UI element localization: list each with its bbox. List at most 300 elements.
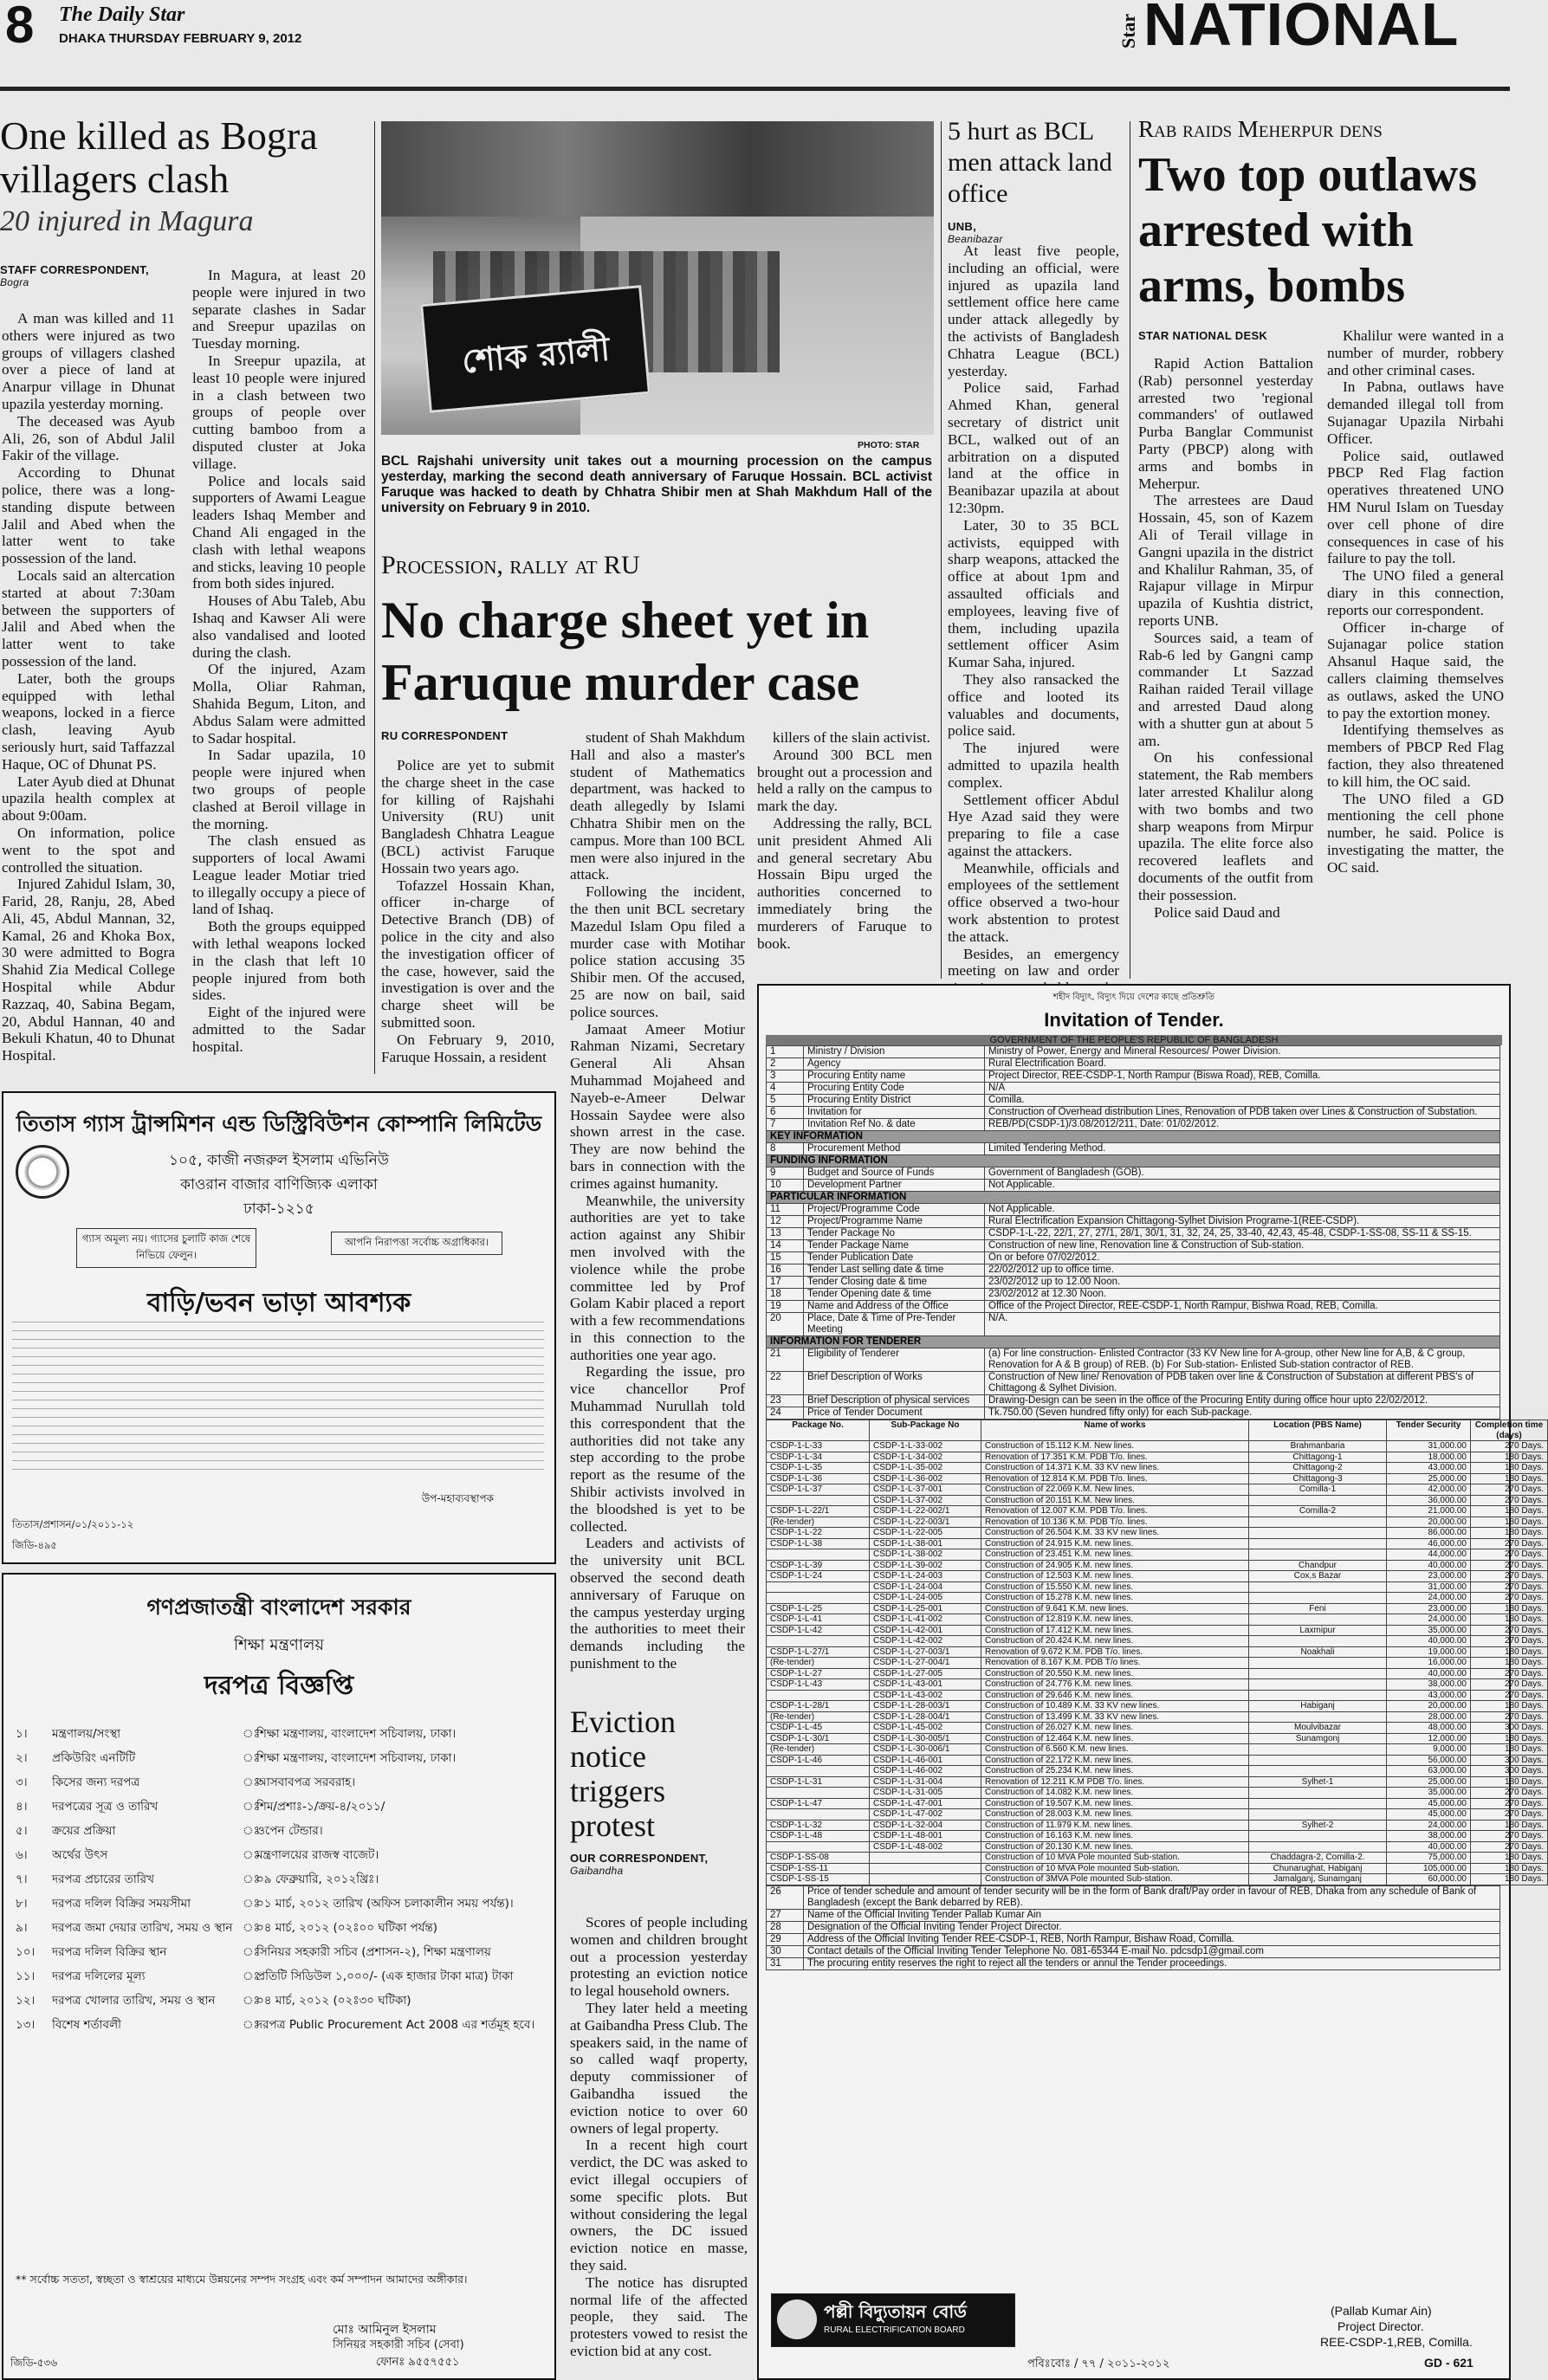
reb-package-cell: 12,000.00 — [1387, 1733, 1471, 1744]
paragraph: On information, police went to the spot and controlled the situation. — [2, 824, 175, 876]
rab-headline: Two top outlaws arrested with arms, bombs — [1138, 148, 1478, 313]
col-rule — [941, 121, 942, 979]
reb-table-row — [767, 1277, 1500, 1289]
reb-package-cell: 19,000.00 — [1387, 1646, 1471, 1658]
reb-package-cell: Sylhet-1 — [1249, 1776, 1387, 1788]
reb-package-header-cell: Location (PBS Name) — [1249, 1420, 1387, 1441]
reb-table-cell: 23 — [767, 1395, 804, 1407]
reb-table-cell: N/A — [985, 1083, 1500, 1095]
reb-table-cell: Agency — [804, 1058, 985, 1070]
reb-package-cell: Chaddagra-2, Comilla-2. — [1249, 1853, 1387, 1864]
reb-top-line: শহীদ বিদ্যুৎ, বিদ্যুৎ দিয়ে দেশের কাছে প্রতিশ্রুতি — [1053, 993, 1215, 1002]
reb-table-cell: 3 — [767, 1070, 804, 1083]
reb-section-header — [767, 1336, 1500, 1348]
reb-package-cell: 16,000.00 — [1387, 1658, 1471, 1669]
paragraph: Besides, an emergency meeting on law and order — [948, 945, 1119, 980]
reb-table-cell: Not Applicable. — [985, 1180, 1500, 1192]
reb-table-row — [767, 1885, 1500, 1909]
reb-package-row — [767, 1820, 1548, 1831]
reb-table-cell: 29 — [767, 1933, 804, 1945]
gov-row-value: মন্ত্রণালয়ের রাজস্ব বাজেট। — [256, 1848, 379, 1862]
reb-package-cell: Construction of 20.130 K.M. new lines. — [981, 1841, 1249, 1853]
reb-table-cell: 13 — [767, 1228, 804, 1240]
reb-package-cell: (Re-tender) — [767, 1658, 870, 1669]
paragraph: Police are yet to submit the charge sheet in the case for killing of Rajshahi University (RU) unit Bangladesh Chhatra League (BCL) activist Faruque Hossain two years ago. — [381, 757, 554, 876]
reb-table-cell: Eligibility of Tenderer — [804, 1348, 985, 1372]
paragraph: Officer in-charge of Sujanagar police station Ahsanul Haque said, the callers claiming themselves as outlaws, asked the UNO to pay the extortion money. — [1327, 618, 1504, 721]
reb-package-cell: Chittagong-3 — [1249, 1473, 1387, 1484]
reb-section-label: KEY INFORMATION — [767, 1131, 1500, 1143]
reb-package-cell: CSDP-1-L-43 — [767, 1679, 870, 1691]
reb-table-cell: Construction of Overhead distribution Lines, Renovation of PDB taken over Lines & Construction of Substation. — [985, 1107, 1500, 1119]
reb-package-cell: Construction of 25.234 K.M. new lines. — [981, 1766, 1249, 1777]
reb-package-row — [767, 1614, 1548, 1626]
reb-package-cell: CSDP-1-L-47-002 — [870, 1809, 981, 1821]
reb-table-cell: 22 — [767, 1372, 804, 1395]
reb-table-cell: Rural Electrification Expansion Chittagong-Sylhet Division Programe-1(REE-CSDP). — [985, 1216, 1500, 1228]
reb-package-row — [767, 1549, 1548, 1561]
reb-table-cell: Address of the Official Inviting Tender REE-CSDP-1, REB, North Rampur, Bishaw Road, Comilla. — [804, 1933, 1500, 1945]
reb-table-cell: 14 — [767, 1240, 804, 1252]
gov-signer-title: সিনিয়র সহকারী সচিব (সেবা) — [333, 2338, 464, 2351]
reb-table-cell: 17 — [767, 1277, 804, 1289]
reb-package-cell — [767, 1766, 870, 1777]
reb-package-cell: CSDP-1-L-35-002 — [870, 1463, 981, 1474]
reb-package-cell: CSDP-1-L-28-004/1 — [870, 1711, 981, 1723]
rab-col-1 — [1138, 355, 1313, 921]
reb-package-row — [767, 1452, 1548, 1463]
gov-row-colon: ঃ — [243, 1727, 260, 1741]
reb-package-cell: CSDP-1-L-33 — [767, 1441, 870, 1452]
gov-row-value: ০৯ ফেব্রুয়ারি, ২০১২খ্রিঃ। — [256, 1872, 379, 1886]
masthead-rule — [0, 87, 1510, 91]
gov-title: গণপ্রজাতন্ত্রী বাংলাদেশ সরকার — [146, 1594, 411, 1620]
paragraph: killers of the slain activist. — [773, 729, 930, 746]
gov-row-colon: ঃ — [243, 1751, 260, 1765]
reb-package-cell: CSDP-1-L-27 — [767, 1668, 870, 1679]
reb-package-row — [767, 1831, 1548, 1842]
reb-package-cell: Construction of 26.504 K.M. 33 KV new lines. — [981, 1528, 1249, 1539]
paragraph: Jamaat Ameer Motiur Rahman Nizami, Secretary General Ali Ahsan Muhammad Mojaheed and Nayeb-e-Ameer Delwar Hossain Saydee were also shown arrest in the case. They are now behind the bars in connection with the crimes against humanity. — [570, 1020, 745, 1192]
reb-package-cell — [1249, 1668, 1387, 1679]
gov-row-colon: ঃ — [243, 1800, 260, 1814]
bogra-headline: One killed as Bogra villagers clash — [0, 113, 318, 201]
reb-package-cell — [1249, 1614, 1387, 1626]
paragraph: The notice has disrupted normal life of the affected people, they said. The protesters vowed to resist the eviction bid at any cost. — [570, 2273, 748, 2359]
reb-package-cell: 21,000.00 — [1387, 1506, 1471, 1517]
gov-row-number: ২। — [16, 1751, 28, 1765]
paragraph: Following the incident, the then unit BCL secretary Mazedul Islam Opu filed a murder case with Motihar police station accusing 35 Shibir men. Of the accused, 25 are now on bail, said police sources. — [570, 883, 745, 1020]
reb-package-cell: CSDP-1-L-22-002/1 — [870, 1506, 981, 1517]
gov-heading: দরপত্র বিজ্ঞপ্তি — [204, 1671, 354, 1701]
reb-package-cell: CSDP-1-L-36-002 — [870, 1473, 981, 1484]
titas-address-3: ঢাকা-১২১৫ — [243, 1200, 314, 1218]
paragraph: Of the injured, Azam Molla, Oliar Rahman, Shahida Begum, Liton, and Abdus Salam were admitted to Sadar hospital. — [192, 661, 366, 747]
reb-package-cell: 46,000.00 — [1387, 1538, 1471, 1549]
reb-table-row — [767, 1107, 1500, 1119]
gov-row-value: দরপত্র Public Procurement Act 2008 এর শর্তমূহ হবে। — [256, 2018, 535, 2032]
reb-table-cell: Budget and Source of Funds — [804, 1167, 985, 1180]
reb-table-row — [767, 1046, 1500, 1058]
reb-table-cell: Ministry of Power, Energy and Mineral Resources/ Power Division. — [985, 1046, 1500, 1058]
reb-footer-number: পবিঃবোঃ / ৭৭ / ২০১১-২০১২ — [1027, 2357, 1170, 2370]
reb-package-cell: 48,000.00 — [1387, 1723, 1471, 1734]
reb-package-cell: CSDP-1-L-24-004 — [870, 1581, 981, 1593]
gov-table — [16, 1726, 542, 2034]
reb-package-cell: Construction of 29.646 K.M. new lines. — [981, 1690, 1249, 1701]
reb-table-cell: 8 — [767, 1143, 804, 1155]
gov-row-colon: ঃ — [243, 1775, 260, 1789]
ad-education-tender — [2, 1573, 556, 2380]
col-rule — [374, 121, 375, 1074]
reb-table-row — [767, 1957, 1500, 1969]
reb-table-cell: CSDP-1-L-22, 22/1, 27, 27/1, 28/1, 30/1, 31, 32, 24, 25, 33-40, 42,43, 45-48, CSDP-1-SS-08, SS-11 & SS-15. — [985, 1228, 1500, 1240]
reb-package-cell: Brahmanbaria — [1249, 1441, 1387, 1452]
ru-col-2 — [570, 729, 745, 1672]
reb-package-cell: CSDP-1-L-37-002 — [870, 1495, 981, 1506]
reb-package-cell — [870, 1863, 981, 1874]
reb-package-cell: CSDP-1-L-31 — [767, 1776, 870, 1788]
reb-package-cell: Construction of 15.550 K.M. new lines. — [981, 1581, 1249, 1593]
reb-package-row — [767, 1593, 1548, 1604]
reb-package-cell: CSDP-1-L-28/1 — [767, 1701, 870, 1712]
paragraph: Both the groups equipped with lethal weapons locked in the clash that left 10 people injured from both sides. — [192, 918, 366, 1004]
reb-package-row — [767, 1581, 1548, 1593]
ad-titas-gas — [2, 1091, 556, 1564]
reb-package-cell: 180 Days. — [1471, 1658, 1548, 1669]
reb-package-cell — [870, 1853, 981, 1864]
reb-table-row — [767, 1264, 1500, 1277]
reb-package-row — [767, 1506, 1548, 1517]
reb-package-cell — [1249, 1711, 1387, 1723]
reb-package-cell: CSDP-1-L-38 — [767, 1538, 870, 1549]
reb-package-cell — [767, 1690, 870, 1701]
banner-text: শোক র‍্যালী — [460, 329, 612, 381]
ru-headline: No charge sheet yet in Faruque murder case — [381, 592, 870, 711]
titas-body — [12, 1322, 544, 1478]
reb-table-cell: Brief Description of Works — [804, 1372, 985, 1395]
reb-package-cell: 270 Days. — [1471, 1690, 1548, 1701]
reb-package-cell: CSDP-1-L-34-002 — [870, 1452, 981, 1463]
bcl-headline: 5 hurt as BCL men attack land office — [948, 117, 1112, 208]
reb-package-row — [767, 1538, 1548, 1549]
reb-table-cell: 21 — [767, 1348, 804, 1372]
ru-byline: RU CORRESPONDENT — [381, 729, 508, 742]
reb-package-cell: CSDP-1-SS-11 — [767, 1863, 870, 1874]
reb-table-cell: Ministry / Division — [804, 1046, 985, 1058]
reb-table-cell: Brief Description of physical services — [804, 1395, 985, 1407]
reb-package-cell — [1249, 1593, 1387, 1604]
reb-package-cell: 180 Days. — [1471, 1863, 1548, 1874]
gov-row-number: ৯। — [16, 1921, 28, 1935]
reb-table-row — [767, 1372, 1500, 1395]
reb-package-cell: 20,000.00 — [1387, 1517, 1471, 1528]
reb-package-cell: CSDP-1-L-43-001 — [870, 1679, 981, 1691]
gov-row-colon: ঃ — [243, 1969, 260, 1983]
reb-table-cell: 27 — [767, 1909, 804, 1921]
reb-package-cell: 180 Days. — [1471, 1614, 1548, 1626]
gov-row-colon: ঃ — [243, 1994, 260, 2008]
reb-package-cell: 45,000.00 — [1387, 1809, 1471, 1821]
reb-package-cell: 270 Days. — [1471, 1809, 1548, 1821]
gov-row-label: দরপত্র দলিল বিক্রির সময়সীমা — [52, 1897, 191, 1911]
reb-table-cell: 11 — [767, 1204, 804, 1216]
reb-table-row — [767, 1083, 1500, 1095]
reb-package-cell: 35,000.00 — [1387, 1625, 1471, 1636]
reb-package-cell: Renovation of 12.814 K.M. PDB T/o. lines. — [981, 1473, 1249, 1484]
eviction-byline: OUR CORRESPONDENT, — [570, 1852, 709, 1865]
reb-package-cell: CSDP-1-L-31-005 — [870, 1788, 981, 1799]
reb-package-row — [767, 1473, 1548, 1484]
paragraph: The clash ensued as supporters of local Awami League leader Motiar tried to illegally occupy a piece of land of Ishaq. — [192, 832, 366, 918]
reb-table-row — [767, 1204, 1500, 1216]
reb-package-cell: Noakhali — [1249, 1646, 1387, 1658]
reb-package-cell: Construction of 16.163 K.M. new lines. — [981, 1831, 1249, 1842]
reb-package-cell: CSDP-1-L-45-002 — [870, 1723, 981, 1734]
gov-row-colon: ঃ — [243, 1945, 260, 1959]
reb-package-row — [767, 1679, 1548, 1691]
reb-package-cell: Chittagong-2 — [1249, 1463, 1387, 1474]
reb-table-cell: 4 — [767, 1083, 804, 1095]
reb-package-cell: Habiganj — [1249, 1701, 1387, 1712]
gov-row-label: কিসের জন্য দরপত্র — [52, 1775, 140, 1789]
reb-table-cell: Development Partner — [804, 1180, 985, 1192]
reb-package-cell: CSDP-1-L-28-003/1 — [870, 1701, 981, 1712]
reb-package-cell: CSDP-1-L-48 — [767, 1831, 870, 1842]
reb-table-cell: Project/Programme Name — [804, 1216, 985, 1228]
paragraph: Houses of Abu Taleb, Abu Ishaq and Kawser Ali were also vandalised and looted during the clash. — [192, 592, 366, 661]
reb-package-cell: 180 Days. — [1471, 1874, 1548, 1885]
reb-table-cell: Rural Electrification Board. — [985, 1058, 1500, 1070]
reb-table-cell: (a) For line construction- Enlisted Contractor (33 KV New line for A-group, other New line for A,B, & C group, Renovation for A & B group) of REB. (b) For Sub-station- Enlisted Sub-station contractor of REB. — [985, 1348, 1500, 1372]
reb-package-cell: 300 Days. — [1471, 1766, 1548, 1777]
gov-table-row — [16, 1993, 542, 2009]
reb-table-row — [767, 1909, 1500, 1921]
paragraph: Injured Zahidul Islam, 30, Farid, 28, Ranju, 28, Abed Ali, 45, Abdul Mannan, 32, Kamal, 26 and Khoka Box, 30 were admitted to Bogra Shahid Zia Medical College Hospital while Abdur Razzaq, 40, Sabina Begam, 20, Abdul Hannan, 40 and Bekuli Khatun, 40 to Dhunat Hospital. — [2, 876, 175, 1064]
reb-package-cell: CSDP-1-L-22-005 — [870, 1528, 981, 1539]
reb-table-cell: Comilla. — [985, 1095, 1500, 1107]
paragraph: Tofazzel Hossain Khan, officer in-charge of Detective Branch (DB) of police in the city and also the investigation officer of the case, however, said the investigation is over and the charge sheet will be submitted soon. — [381, 876, 554, 1031]
reb-package-row — [767, 1484, 1548, 1496]
gov-row-number: ৭। — [16, 1872, 28, 1886]
reb-package-cell: Renovation of 9.672 K.M. PDB T/o. lines. — [981, 1646, 1249, 1658]
reb-package-cell — [1249, 1679, 1387, 1691]
reb-package-cell — [1249, 1744, 1387, 1756]
reb-package-row — [767, 1863, 1548, 1874]
reb-table-cell: 24 — [767, 1407, 804, 1420]
reb-package-cell — [1249, 1636, 1387, 1647]
reb-table-cell: 26 — [767, 1885, 804, 1909]
reb-package-cell: Sunamgonj — [1249, 1733, 1387, 1744]
reb-package-cell: 270 Days. — [1471, 1549, 1548, 1561]
reb-package-cell: Sylhet-2 — [1249, 1820, 1387, 1831]
reb-package-cell: 43,000.00 — [1387, 1463, 1471, 1474]
reb-table-row — [767, 1921, 1500, 1933]
reb-package-cell: CSDP-1-L-27-003/1 — [870, 1646, 981, 1658]
reb-package-cell: CSDP-1-L-42 — [767, 1625, 870, 1636]
reb-package-cell — [767, 1809, 870, 1821]
gov-row-number: ৬। — [16, 1848, 28, 1862]
reb-table-cell: 12 — [767, 1216, 804, 1228]
bcl-dateline: Beanibazar — [948, 233, 1003, 245]
reb-package-cell: CSDP-1-L-38-001 — [870, 1538, 981, 1549]
reb-table-cell: 1 — [767, 1046, 804, 1058]
reb-package-cell: 23,000.00 — [1387, 1571, 1471, 1582]
reb-package-table — [766, 1420, 1548, 1885]
section-prefix: Star — [1117, 13, 1139, 49]
reb-table-cell: Project Director, REE-CSDP-1, North Rampur (Biswa Road), REB, Comilla. — [985, 1070, 1500, 1083]
paragraph: Later Ayub died at Dhunat upazila health complex at about 9:00am. — [2, 773, 175, 825]
reb-package-cell: 270 Days. — [1471, 1668, 1548, 1679]
reb-table-row — [767, 1252, 1500, 1264]
titas-logo — [16, 1145, 69, 1199]
reb-package-cell: 270 Days. — [1471, 1571, 1548, 1582]
reb-package-cell: Construction of 22.069 K.M. New lines. — [981, 1484, 1249, 1496]
gov-note: ** সর্বোচ্চ সততা, স্বচ্ছতা ও স্বাশ্রয়ের মাধ্যমে উন্নয়নের সম্পদ সংগ্রহ এবং কর্ম সম্পাদন আমাদের অঙ্গীকার। — [16, 2273, 468, 2286]
reb-package-cell: (Re-tender) — [767, 1711, 870, 1723]
reb-package-cell: 270 Days. — [1471, 1636, 1548, 1647]
reb-package-cell — [767, 1841, 870, 1853]
reb-package-cell: 270 Days. — [1471, 1581, 1548, 1593]
reb-package-cell: 270 Days. — [1471, 1625, 1548, 1636]
reb-table-cell: 5 — [767, 1095, 804, 1107]
gov-row-value: ওপেন টেন্ডার। — [256, 1824, 323, 1838]
reb-package-cell: Construction of 6.560 K.M. new lines. — [981, 1744, 1249, 1756]
gov-row-number: ৩। — [16, 1775, 28, 1789]
paragraph: The UNO filed a GD mentioning the cell phone number, he said. Police is investigating the matter, the OC said. — [1327, 790, 1504, 876]
section-title: NATIONAL — [1143, 0, 1460, 58]
reb-package-cell: Chunarughat, Habiganj — [1249, 1863, 1387, 1874]
reb-package-cell: Construction of 12.819 K.M. new lines. — [981, 1614, 1249, 1626]
reb-package-cell: CSDP-1-L-45 — [767, 1723, 870, 1734]
reb-package-cell — [1249, 1809, 1387, 1821]
reb-package-cell — [1249, 1528, 1387, 1539]
reb-package-cell: CSDP-1-L-27-004/1 — [870, 1658, 981, 1669]
reb-package-cell: 270 Days. — [1471, 1798, 1548, 1809]
reb-package-cell: 23,000.00 — [1387, 1603, 1471, 1614]
reb-package-cell: 270 Days. — [1471, 1831, 1548, 1842]
bogra-subhead: 20 injured in Magura — [0, 205, 254, 237]
eviction-dateline: Gaibandha — [570, 1865, 624, 1877]
reb-package-cell: CSDP-1-L-48-001 — [870, 1831, 981, 1842]
titas-heading: বাড়ি/ভবন ভাড়া আবশ্যক — [146, 1288, 411, 1318]
reb-table-cell: 7 — [767, 1119, 804, 1131]
gov-row-number: ১৩। — [16, 2018, 36, 2032]
reb-package-cell: 36,000.00 — [1387, 1495, 1471, 1506]
reb-table-cell: 28 — [767, 1921, 804, 1933]
gov-table-row — [16, 1799, 542, 1815]
reb-subtitle: GOVERNMENT OF THE PEOPLE'S REPUBLIC OF BANGLADESH — [766, 1035, 1502, 1045]
reb-package-cell: 180 Days. — [1471, 1776, 1548, 1788]
reb-table-cell: Construction of New line/ Renovation of PDB taken over line & Construction of Substation at different PBS's of Chittagong & Sylhet Division. — [985, 1372, 1500, 1395]
paragraph: Police and locals said supporters of Awami League leaders Ishaq Member and Chand Ali engaged in the clash with lethal weapons and sticks, leaving 10 people from both sides injured. — [192, 472, 366, 592]
reb-package-cell: 24,000.00 — [1387, 1614, 1471, 1626]
reb-table-cell: Invitation for — [804, 1107, 985, 1119]
reb-table-cell: Tender Last selling date & time — [804, 1264, 985, 1277]
reb-package-cell: 18,000.00 — [1387, 1452, 1471, 1463]
gov-row-colon: ঃ — [243, 1897, 260, 1911]
reb-package-cell — [1249, 1517, 1387, 1528]
reb-package-cell: 270 Days. — [1471, 1841, 1548, 1853]
reb-package-row — [767, 1744, 1548, 1756]
reb-gd: GD - 621 — [1424, 2356, 1474, 2370]
reb-table-cell: Contact details of the Official Inviting Tender Telephone No. 081-65344 E-mail No. pdcsdp1@gmail.com — [804, 1945, 1500, 1957]
reb-signer-address: REE-CSDP-1,REB, Comilla. — [1320, 2335, 1473, 2349]
reb-package-cell: 180 Days. — [1471, 1528, 1548, 1539]
paragraph: In Sadar upazila, 10 people were injured when two groups of people clashed at Beroil village in the morning. — [192, 747, 366, 832]
reb-package-row — [767, 1798, 1548, 1809]
reb-table-cell: 19 — [767, 1301, 804, 1313]
reb-package-cell: 40,000.00 — [1387, 1636, 1471, 1647]
reb-package-cell: 9,000.00 — [1387, 1744, 1471, 1756]
reb-table-cell: Designation of the Official Inviting Tender Project Director. — [804, 1921, 1500, 1933]
reb-package-cell — [1249, 1788, 1387, 1799]
reb-package-row — [767, 1841, 1548, 1853]
reb-package-cell: CSDP-1-L-25 — [767, 1603, 870, 1614]
reb-package-cell: 45,000.00 — [1387, 1798, 1471, 1809]
reb-section-label: PARTICULAR INFORMATION — [767, 1192, 1500, 1204]
paragraph: Police said Daud and — [1154, 903, 1280, 921]
gov-row-colon: ঃ — [243, 1921, 260, 1935]
gov-row-number: ১০। — [16, 1945, 36, 1959]
gov-row-label: অর্থের উৎস — [52, 1848, 108, 1862]
reb-package-row — [767, 1658, 1548, 1669]
reb-table-cell: 20 — [767, 1313, 804, 1336]
paragraph: The arrestees are Daud Hossain, 45, son of Kazem Ali of Terail village in Gangni upazila in the district and Khalilur Rahman, 35, of Rajapur village in Mirpur upazila of Kushtia district, reports UNB. — [1138, 492, 1313, 629]
masthead — [0, 0, 1510, 83]
reb-table-cell: Government of Bangladesh (GOB). — [985, 1167, 1500, 1180]
reb-package-cell: 25,000.00 — [1387, 1776, 1471, 1788]
reb-table-cell: Price of Tender Document — [804, 1407, 985, 1420]
reb-table-row — [767, 1180, 1500, 1192]
reb-package-cell: CSDP-1-L-41 — [767, 1614, 870, 1626]
reb-section-label: INFORMATION FOR TENDERER — [767, 1336, 1500, 1348]
reb-table-cell: Place, Date & Time of Pre-Tender Meeting — [804, 1313, 985, 1336]
paragraph: Scores of people including women and children brought out a procession yesterday protesting an eviction notice to legal household owners. — [570, 1914, 748, 2000]
reb-package-cell — [1249, 1658, 1387, 1669]
reb-signer: (Pallab Kumar Ain) — [1331, 2304, 1432, 2318]
reb-package-cell — [1249, 1831, 1387, 1842]
reb-package-row — [767, 1776, 1548, 1788]
reb-package-cell: 44,000.00 — [1387, 1549, 1471, 1561]
reb-package-cell: CSDP-1-L-39-002 — [870, 1560, 981, 1571]
reb-package-cell — [870, 1874, 981, 1885]
reb-package-cell: 35,000.00 — [1387, 1788, 1471, 1799]
reb-package-cell: CSDP-1-L-30/1 — [767, 1733, 870, 1744]
bogra-story — [0, 114, 372, 288]
gov-row-label: ক্রয়ের প্রক্রিয়া — [52, 1824, 116, 1838]
reb-table-cell: Project/Programme Code — [804, 1204, 985, 1216]
reb-package-cell: 180 Days. — [1471, 1733, 1548, 1744]
reb-table-cell: Name of the Official Inviting Tender Pallab Kumar Ain — [804, 1909, 1500, 1921]
ad-reb-tender — [757, 984, 1544, 2380]
paragraph: A man was killed and 11 others were injured as two groups of villagers clashed over a piece of land at Anarpur village in Dhunat upazila yesterday morning. — [2, 310, 175, 412]
reb-package-cell: 40,000.00 — [1387, 1841, 1471, 1853]
reb-table-cell: 18 — [767, 1289, 804, 1301]
gov-row-number: ১। — [16, 1727, 28, 1741]
reb-package-cell: Comilla-1 — [1249, 1484, 1387, 1496]
reb-package-cell: CSDP-1-L-48-002 — [870, 1841, 981, 1853]
gov-table-row — [16, 1847, 542, 1864]
news-photo — [381, 121, 934, 435]
reb-package-cell: CSDP-1-L-30-006/1 — [870, 1744, 981, 1756]
gov-row-colon: ঃ — [243, 2018, 260, 2032]
reb-table-row — [767, 1395, 1500, 1407]
dateline: DHAKA THURSDAY FEBRUARY 9, 2012 — [59, 31, 302, 46]
gov-table-row — [16, 1750, 542, 1767]
reb-package-cell: 40,000.00 — [1387, 1560, 1471, 1571]
ru-kicker: Procession, rally at RU — [381, 551, 640, 579]
